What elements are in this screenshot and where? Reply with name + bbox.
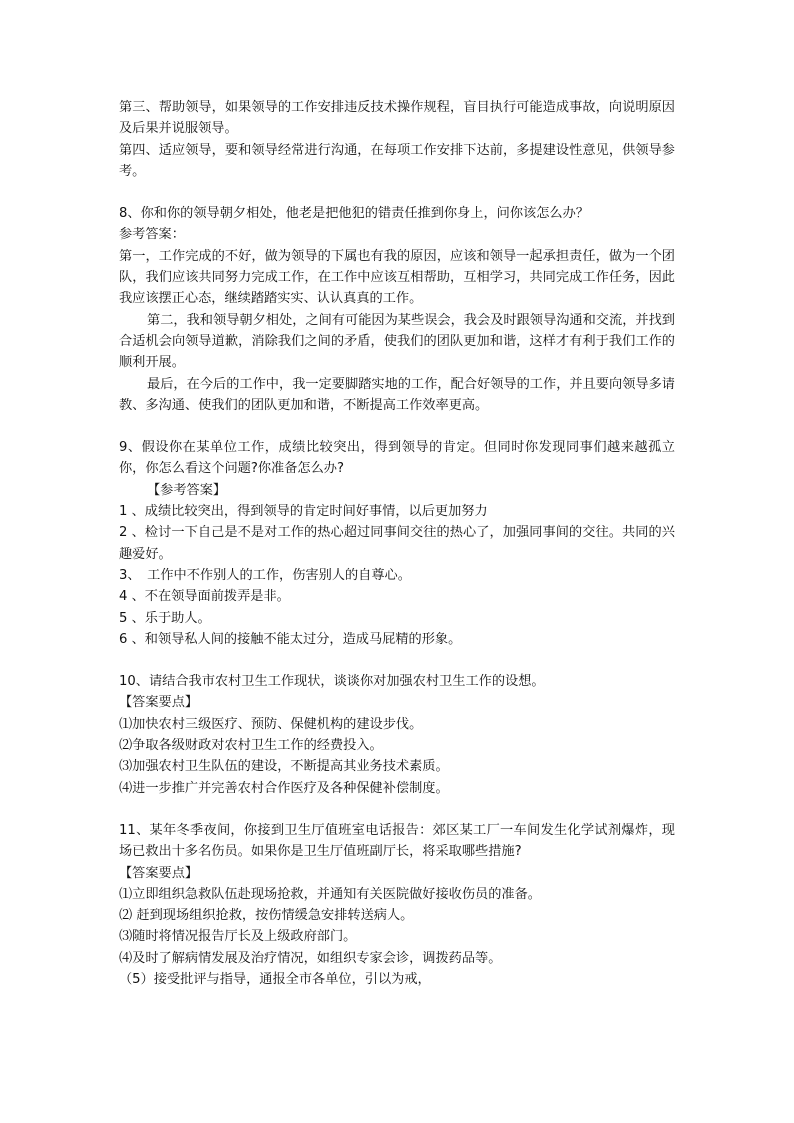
q9-question: 9、假设你在某单位工作，成绩比较突出，得到领导的肯定。但同时你发现同事们越来越孤立你，你怎么看这个问题?你准备怎么办? — [119, 440, 675, 477]
q11-item-2: ⑵ 赶到现场组织抢救，按伤情缓急安排转送病人。 — [119, 908, 414, 924]
q10-question: 10、请结合我市农村卫生工作现状，谈谈你对加强农村卫生工作的设想。 — [119, 674, 545, 690]
section-a-point-4: 第四、适应领导，要和领导经常进行沟通，在每项工作安排下达前，多提建设性意见，供领导参考。 — [119, 142, 675, 179]
q11-question: 11、某年冬季夜间，你接到卫生厅值班室电话报告：郊区某工厂一车间发生化学试剂爆炸，现场已救出十多名伤员。如果你是卫生厅值班副厅长，将采取哪些措施? — [119, 822, 675, 860]
q11-item-1: ⑴立即组织急救队伍赴现场抢救，并通知有关医院做好接收伤员的准备。 — [119, 886, 541, 902]
q9-item-6: 6 、和领导私人间的接触不能太过分，造成马屁精的形象。 — [119, 631, 462, 647]
q8-answer-paragraph-1: 第一，工作完成的不好，做为领导的下属也有我的原因，应该和领导一起承担责任，做为一个团队，我们应该共同努力完成工作，在工作中应该互相帮助，互相学习，共同完成工作任务，因此我应该摆正心态，继续踏踏实实、认认真真的工作。 — [119, 248, 675, 307]
q8-answer-paragraph-3: 最后，在今后的工作中，我一定要脚踏实地的工作，配合好领导的工作，并且要向领导多请教、多沟通、使我们的团队更加和谐，不断提高工作效率更高。 — [119, 376, 675, 413]
q8-answer-label: 参考答案： — [119, 227, 185, 243]
q9-item-5: 5 、乐于助人。 — [119, 610, 211, 626]
document-body — [119, 97, 675, 990]
q9-item-1: 1 、成绩比较突出，得到领导的肯定时间好事情，以后更加努力 — [119, 504, 488, 520]
q11-answer-label: 【答案要点】 — [119, 865, 199, 881]
q8-answer-paragraph-2: 第二，我和领导朝夕相处，之间有可能因为某些误会，我会及时跟领导沟通和交流，并找到合适机会向领导道歉，消除我们之间的矛盾，使我们的团队更加和谐，这样才有利于我们工作的顺利开展。 — [119, 312, 675, 371]
paragraph-gap — [119, 799, 675, 820]
q9-item-3: 3、 工作中不作别人的工作，伤害别人的自尊心。 — [119, 567, 411, 583]
q10-item-4: ⑷进一步推广并完善农村合作医疗及各种保健补偿制度。 — [119, 780, 449, 796]
q11-item-3: ⑶随时将情况报告厅长及上级政府部门。 — [119, 929, 357, 945]
q10-answer-label: 【答案要点】 — [119, 695, 199, 711]
q9-answer-label: 【参考答案】 — [147, 482, 227, 498]
q10-item-2: ⑵争取各级财政对农村卫生工作的经费投入。 — [119, 738, 383, 754]
q11-item-4: ⑷及时了解病情发展及治疗情况，如组织专家会诊，调拨药品等。 — [119, 950, 502, 966]
section-a-point-3: 第三、帮助领导，如果领导的工作安排违反技术操作规程，盲目执行可能造成事故，向说明原因及后果并说服领导。 — [119, 100, 675, 137]
q11-item-5: （5）接受批评与指导，通报全市各单位，引以为戒， — [119, 971, 431, 987]
paragraph-gap — [119, 182, 675, 203]
paragraph-gap — [119, 650, 675, 671]
q8-question: 8、你和你的领导朝夕相处，他老是把他犯的错责任推到你身上，问你该怎么办？ — [119, 206, 589, 222]
q9-item-4: 4 、不在领导面前拨弄是非。 — [119, 589, 290, 605]
q10-item-1: ⑴加快农村三级医疗、预防、保健机构的建设步伐。 — [119, 716, 423, 732]
q10-item-3: ⑶加强农村卫生队伍的建设，不断提高其业务技术素质。 — [119, 759, 449, 775]
paragraph-gap — [119, 416, 675, 437]
q9-item-2: 2 、检讨一下自己是不是对工作的热心超过同事间交往的热心了，加强同事间的交往。共同的兴趣爱好。 — [119, 525, 675, 562]
